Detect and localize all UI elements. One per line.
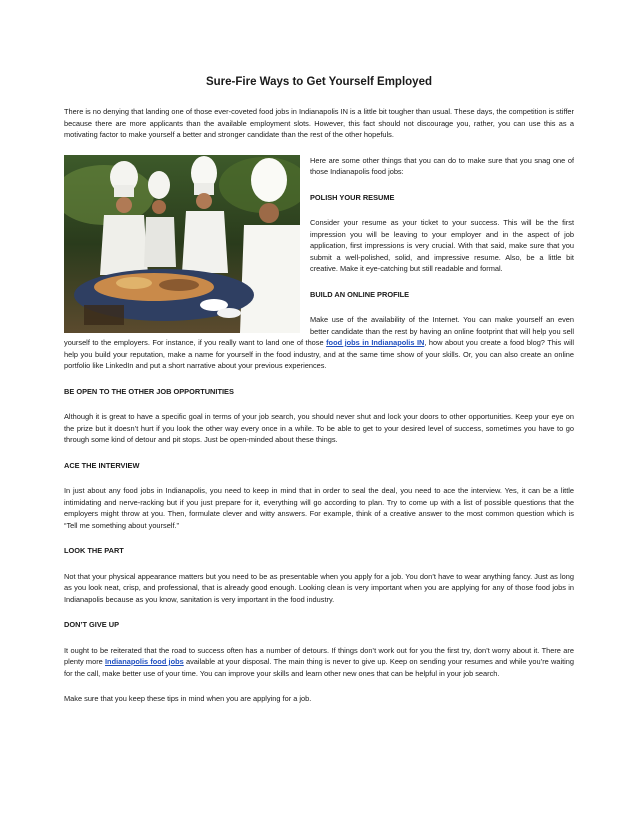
intro-paragraph: There is no denying that landing one of those ever-coveted food jobs in Indianapolis IN is a little bit tougher than usual. These days, the competition is stiffer because there are more applicants than the available employment slots. However, this fact should not discourage you, rather, you can use this as a motivating factor to make yourself a better and stronger candidate than the rest of the other hopefuls. <box>64 107 574 139</box>
section-body-text: It ought to be reiterated that the road to success often has a number of detours. If things don’t work out for you the first try, don’t worry about it. There are plenty more <box>64 645 574 666</box>
lead-paragraph: Here are some other things that you can do to make sure that you snag one of those Indianapolis food jobs: <box>310 155 574 176</box>
section-heading: BE OPEN TO THE OTHER JOB OPPORTUNITIES <box>64 386 234 396</box>
indianapolis-food-jobs-link[interactable]: Indianapolis food jobs <box>105 657 184 666</box>
closing-paragraph: Make sure that you keep these tips in mind when you are applying for a job. <box>64 694 312 703</box>
photo-illustration <box>64 155 300 333</box>
section-heading: BUILD AN ONLINE PROFILE <box>310 289 410 299</box>
photo-wrap-section <box>64 155 574 386</box>
section-heading: POLISH YOUR RESUME <box>310 192 395 202</box>
section-body-text: Make use of the availability of the Internet. You can make yourself an even better candidate than the rest by having an online footprint that will help you sell yourself to the employers. For instance, if you really want to land one of those <box>64 315 574 347</box>
chefs-at-buffet-photo <box>64 155 300 333</box>
section-body: Although it is great to have a specific goal in terms of your job search, you should never shut and lock your doors to other opportunities. Keep your eye on the prize but it doesn’t hurt if you look the other way every once in a while. To be able to get to your desired level of success, sometimes you have to go through some kind of detour and pit stops. Just be open-minded about these things. <box>64 412 574 444</box>
document-page <box>64 76 574 719</box>
section-body: In just about any food jobs in Indianapolis, you need to keep in mind that in order to seal the deal, you need to ace the interview. Yes, it can be a little intimidating and nerve-racking but if you just prepare for it, everything will go according to plan. Try to come up with a list of possible questions that the employers might throw at you. Then, formulate clever and witty answers. For example, think of a creative answer to the most common question which is “Tell me something about yourself.” <box>64 486 574 530</box>
section-body <box>64 645 574 680</box>
section-heading: ACE THE INTERVIEW <box>64 460 140 470</box>
section-body-text: , how about you create a food blog? This will help you build your reputation, make a name for yourself in the food industry, and at the same time show of your skills. Or, you can also create an online portfolio like LinkedIn and put a short narrative about your previous experiences. <box>64 338 574 370</box>
section-body: Not that your physical appearance matters but you need to be as presentable when you apply for a job. You don’t have to wear anything fancy. Just as long as you look neat, crisp, and professional, that is already good enough. Looking clean is very important when you are applying for any of those food jobs in Indianapolis because as you know, sanitation is very important in the food industry. <box>64 571 574 604</box>
document-title: Sure-Fire Ways to Get Yourself Employed <box>205 76 432 88</box>
section-heading: DON’T GIVE UP <box>64 620 120 629</box>
section-heading: LOOK THE PART <box>64 546 124 555</box>
section-body-text: available at your disposal. The main thing is never to give up. Keep on sending your resumes and while you’re waiting for the call, make better use of your time. You can improve your skills and learn other new ones that can be helpful in your job search. <box>64 657 575 678</box>
section-body: Consider your resume as your ticket to your success. This will be the first impression you will be leaving to your employer and in the aspect of job application, first impressions is very crucial. With that said, make sure that you submit a well-polished, solid, and impressive resume. Also, be a little bit creative. Make it eye-catching but still readable and formal. <box>310 218 574 273</box>
food-jobs-link[interactable]: food jobs in Indianapolis IN <box>326 338 425 347</box>
